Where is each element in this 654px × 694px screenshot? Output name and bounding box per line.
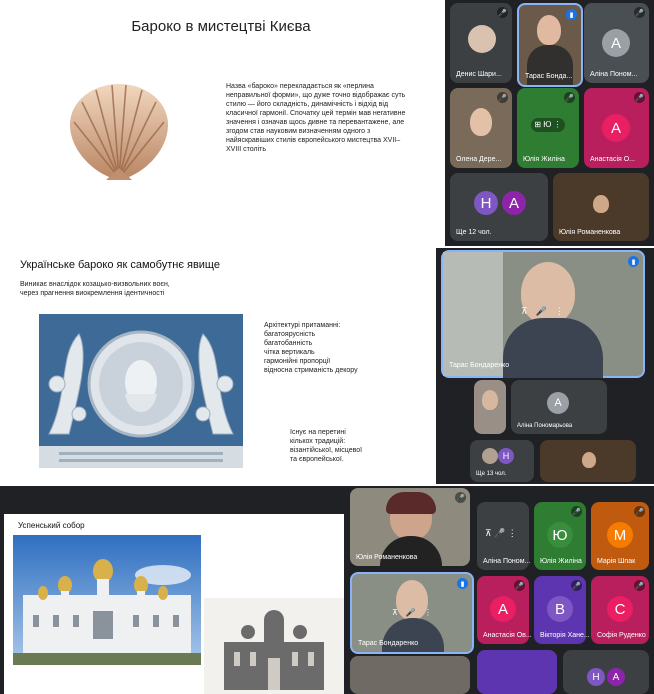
avatar: А — [607, 668, 625, 686]
feature-item: багатоярусність — [264, 331, 316, 338]
participant-tile-active[interactable]: ⊼ 🎤 ⋮ ▮ Тарас Бондаренко — [350, 572, 474, 654]
more-icon[interactable]: ⋮ — [554, 306, 564, 316]
mic-muted-icon: 🎤 — [564, 92, 575, 103]
cathedral-photo — [13, 535, 201, 665]
more-participants-tile[interactable]: Н А Ще 12 чол. — [450, 173, 548, 241]
screen3-slide — [4, 514, 344, 694]
participant-tile-active[interactable]: ⊼ 🎤 ⋮ ▮ Тарас Бондаренко — [441, 250, 645, 378]
video-feed — [593, 195, 609, 213]
feature-item: відносна стриманість декору — [264, 367, 358, 374]
mic-icon[interactable]: 🎤 — [535, 306, 547, 316]
avatar — [468, 25, 496, 53]
participant-tile[interactable]: ⊞ Ю ⋮ 🎤 Юлія Жиліна — [517, 88, 579, 168]
scallop-shell-image — [64, 80, 174, 184]
features-heading: Архітектурі притаманні: — [264, 322, 341, 329]
more-icon[interactable]: ⋮ — [423, 608, 432, 617]
baroque-relief-image — [39, 314, 243, 468]
participant-tile[interactable]: Ю 🎤 Юлія Жиліна — [534, 502, 586, 570]
participant-tile[interactable]: С 🎤 Софія Руденко — [591, 576, 649, 644]
avatar: А — [490, 596, 516, 622]
tile-controls[interactable] — [521, 306, 564, 317]
mic-muted-icon: 🎤 — [634, 506, 645, 517]
participant-tile[interactable]: А 🎤 Аліна Поном... — [584, 3, 649, 83]
slide-intro: Виникає внаслідок козацько-визвольних воєн, через прагнення виокремлення ідентичності — [20, 281, 170, 297]
tile-controls[interactable] — [392, 608, 432, 617]
screen2-meet-grid — [436, 248, 654, 484]
participant-tile[interactable] — [540, 440, 636, 482]
speaking-icon: ▮ — [566, 9, 577, 20]
participant-tile[interactable]: М 🎤 Марія Шпак — [591, 502, 649, 570]
video-feed — [582, 452, 596, 468]
cathedral-engraving — [204, 598, 344, 694]
participant-tile[interactable]: Юлія Романенкова — [553, 173, 649, 241]
participant-tile[interactable]: ⊼ 🎤 ⋮ Аліна Поном... — [477, 502, 529, 570]
avatar: Н — [474, 191, 498, 215]
more-participants-tile[interactable] — [563, 650, 649, 694]
screen1-meet-grid — [445, 0, 654, 246]
more-participants-tile[interactable]: Н Ще 13 чол. — [470, 440, 534, 482]
slide-body: Назва «бароко» перекладається як «перлина неправильної форми», що дуже точно відображає суть стилю — його складність, динамічність і відхід від класичної гармонії. Спочатку цей термін мав негативне значення і означав щось дивне та перевантажене, але згодом став науковим визначенням одного з найяскравіших стилів європейського мистецтва XVII–XVIII століть — [226, 83, 406, 153]
mic-muted-icon: 🎤 — [571, 580, 582, 591]
slide-title: Успенський собор — [18, 521, 85, 530]
screen2-slide — [0, 248, 434, 484]
video-feed — [537, 15, 561, 45]
feature-item: гармонійні пропорції — [264, 358, 331, 365]
participant-tile[interactable]: А 🎤 Анастасія О... — [584, 88, 649, 168]
participant-tile[interactable]: 🎤 Денис Шари... — [450, 3, 512, 83]
mic-muted-icon: 🎤 — [497, 7, 508, 18]
avatar: Ю — [547, 522, 573, 548]
slide-conclusion: Існує на перетині кількох традицій: візантійської, місцевої та європейської. — [290, 429, 363, 463]
avatar: А — [502, 191, 526, 215]
avatar: А — [602, 114, 630, 142]
avatar: Н — [498, 448, 514, 464]
avatar — [482, 448, 498, 464]
mic-muted-icon: 🎤 — [497, 92, 508, 103]
participant-tile[interactable]: А 🎤 Анастасія Ов... — [477, 576, 529, 644]
participant-tile[interactable]: В 🎤 Вікторія Хане... — [534, 576, 586, 644]
tile-controls[interactable]: ⊞ Ю ⋮ — [531, 118, 565, 132]
tile-controls[interactable]: ⊼ 🎤 ⋮ — [485, 528, 517, 538]
slide-title: Українське бароко як самобутнє явище — [20, 259, 220, 271]
feature-item: багатобанність — [264, 340, 313, 347]
participant-tile[interactable]: 🎤 Олена Дере... — [450, 88, 512, 168]
avatar: С — [607, 596, 633, 622]
pin-icon[interactable]: ⊼ — [392, 608, 398, 617]
speaking-icon: ▮ — [457, 578, 468, 589]
mic-muted-icon: 🎤 — [634, 92, 645, 103]
avatar: М — [607, 522, 633, 548]
pin-icon[interactable]: ⊼ — [521, 306, 528, 316]
mic-muted-icon: 🎤 — [634, 7, 645, 18]
mic-muted-icon: 🎤 — [514, 580, 525, 591]
screen1-slide — [0, 0, 442, 246]
avatar: Н — [587, 668, 605, 686]
mic-muted-icon: 🎤 — [634, 580, 645, 591]
avatar: В — [547, 596, 573, 622]
participant-tile[interactable]: 🎤 Юлія Романенкова — [350, 488, 470, 566]
mic-muted-icon: 🎤 — [455, 492, 466, 503]
participant-tile-active[interactable]: ▮ Тарас Бонда... — [517, 3, 583, 87]
participant-tile[interactable]: А Аліна Пономарьова — [511, 380, 607, 434]
feature-item: чітка вертикаль — [264, 349, 315, 356]
mic-muted-icon: 🎤 — [571, 506, 582, 517]
video-feed — [482, 390, 498, 410]
speaking-icon: ▮ — [628, 256, 639, 267]
avatar: А — [602, 29, 630, 57]
participant-tile[interactable] — [477, 650, 557, 694]
video-feed — [470, 108, 492, 136]
avatar: А — [547, 392, 569, 414]
participant-tile[interactable] — [350, 656, 470, 694]
participant-tile[interactable] — [474, 380, 506, 434]
slide-title: Бароко в мистецтві Києва — [131, 18, 311, 35]
mic-icon[interactable]: 🎤 — [405, 608, 416, 617]
